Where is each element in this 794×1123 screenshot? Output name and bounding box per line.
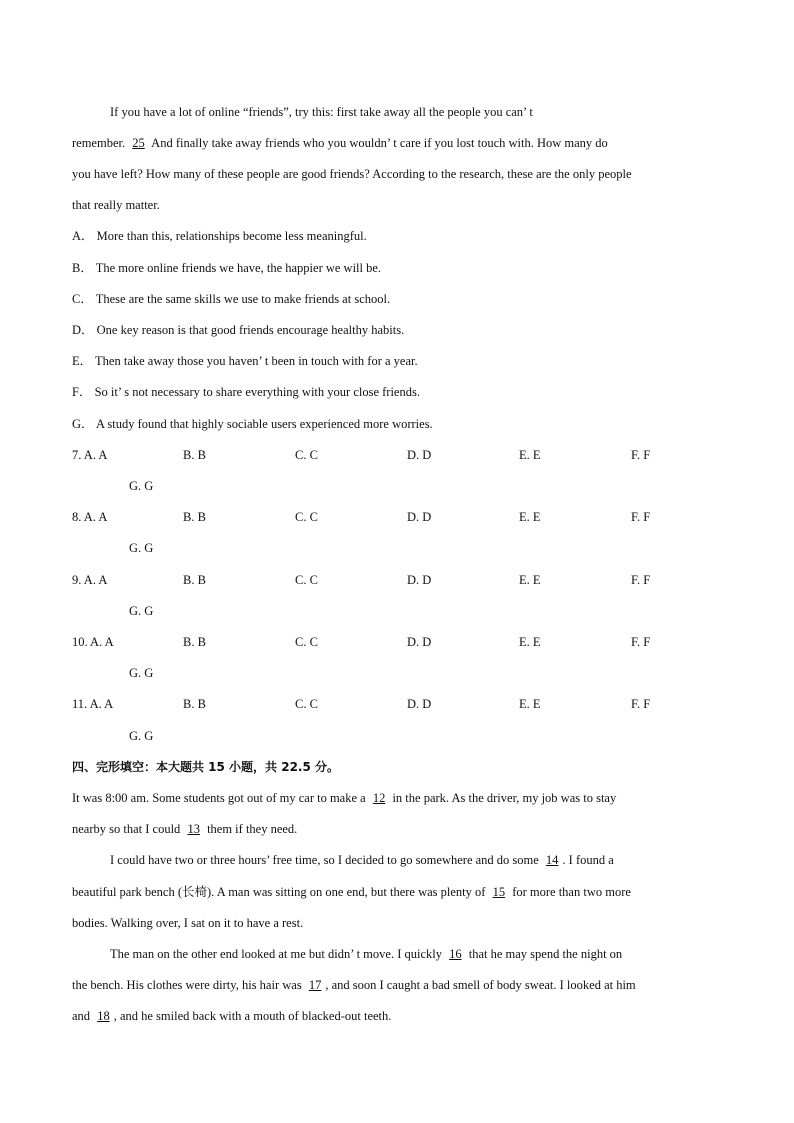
choice-f[interactable]: F. F [631,635,651,649]
answer-blank[interactable]: 18 [97,1009,110,1023]
passage-line [72,1008,391,1024]
passage-text: It was 8:00 am. Some students got out of my car to make a [72,791,366,805]
answer-blank[interactable]: 13 [187,822,200,836]
choice-g[interactable]: G. G [129,666,154,680]
option-item: A． More than this, relationships become less meaningful. [72,229,367,243]
answer-blank[interactable]: 12 [372,791,386,805]
question-row [72,696,752,712]
passage-line: If you have a lot of online “friends”, try this: first take away all the people you can’ t [110,105,533,119]
choice-a[interactable]: 10. A. A [72,635,114,649]
answer-blank[interactable]: 16 [449,947,462,961]
choice-g[interactable]: G. G [129,604,154,618]
choice-a[interactable]: 11. A. A [72,697,114,711]
choice-b[interactable]: B. B [183,573,206,587]
passage-text: , and he smiled back with a mouth of blacked-out teeth. [113,1009,392,1023]
choice-a[interactable]: 8. A. A [72,510,108,524]
passage-line: you have left? How many of these people are good friends? According to the research, these are the only people [72,167,632,181]
choice-b[interactable]: B. B [183,635,206,649]
option-item: E． Then take away those you haven’ t been in touch with for a year. [72,354,418,368]
choice-e[interactable]: E. E [519,573,541,587]
passage-text: nearby so that I could [72,822,181,836]
choice-d[interactable]: D. D [407,635,432,649]
passage-text: . I found a [562,853,614,867]
choice-e[interactable]: E. E [519,697,541,711]
choice-b[interactable]: B. B [183,510,206,524]
choice-c[interactable]: C. C [295,573,318,587]
choice-f[interactable]: F. F [631,573,651,587]
option-item: C． These are the same skills we use to make friends at school. [72,292,391,306]
choice-f[interactable]: F. F [631,448,651,462]
choice-g[interactable]: G. G [129,541,154,555]
passage-text: beautiful park bench (长椅). A man was sitting on one end, but there was plenty of [72,885,486,899]
question-row [72,447,752,463]
question-row [72,509,752,525]
option-item: G． A study found that highly sociable users experienced more worries. [72,417,433,431]
choice-a[interactable]: 9. A. A [72,573,108,587]
choice-d[interactable]: D. D [407,510,432,524]
choice-e[interactable]: E. E [519,448,541,462]
answer-blank[interactable]: 17 [308,978,322,992]
choice-b[interactable]: B. B [183,697,206,711]
passage-text: I could have two or three hours’ free time, so I decided to go somewhere and do some [110,853,539,867]
passage-text: The man on the other end looked at me but didn’ t move. I quickly [110,947,442,961]
passage-line [72,977,636,993]
passage-line [110,852,614,868]
choice-c[interactable]: C. C [295,697,318,711]
passage-text: remember. [72,136,126,150]
choice-f[interactable]: F. F [631,697,651,711]
choice-f[interactable]: F. F [631,510,651,524]
passage-line: bodies. Walking over, I sat on it to have a rest. [72,916,304,930]
question-row [72,572,752,588]
choice-g[interactable]: G. G [129,729,154,743]
answer-blank[interactable]: 15 [492,885,506,899]
passage-line [72,790,616,806]
passage-text: for more than two more [512,885,631,899]
passage-line [110,946,622,962]
choice-a[interactable]: 7. A. A [72,448,108,462]
passage-text: them if they need. [207,822,298,836]
answer-blank[interactable]: 25 [132,136,145,150]
choice-c[interactable]: C. C [295,448,318,462]
choice-e[interactable]: E. E [519,510,541,524]
question-row [72,634,752,650]
passage-line [72,821,297,837]
passage-text: And finally take away friends who you wouldn’ t care if you lost touch with. How many do [151,136,608,150]
choice-c[interactable]: C. C [295,635,318,649]
passage-line [72,884,631,900]
choice-d[interactable]: D. D [407,697,432,711]
option-item: F． So it’ s not necessary to share everything with your close friends. [72,385,420,399]
option-item: B． The more online friends we have, the happier we will be. [72,261,382,275]
option-item: D． One key reason is that good friends encourage healthy habits. [72,323,405,337]
section-heading: 四、完形填空：本大题共 15 小题，共 22.5 分。 [72,760,340,774]
choice-b[interactable]: B. B [183,448,206,462]
passage-text: , and soon I caught a bad smell of body sweat. I looked at him [325,978,636,992]
passage-line [72,135,608,151]
passage-text: the bench. His clothes were dirty, his hair was [72,978,302,992]
answer-blank[interactable]: 14 [545,853,559,867]
choice-d[interactable]: D. D [407,573,432,587]
choice-d[interactable]: D. D [407,448,432,462]
passage-text: and [72,1009,91,1023]
choice-c[interactable]: C. C [295,510,318,524]
choice-g[interactable]: G. G [129,479,154,493]
passage-text: in the park. As the driver, my job was to stay [392,791,617,805]
passage-line: that really matter. [72,198,160,212]
passage-text: that he may spend the night on [468,947,623,961]
choice-e[interactable]: E. E [519,635,541,649]
